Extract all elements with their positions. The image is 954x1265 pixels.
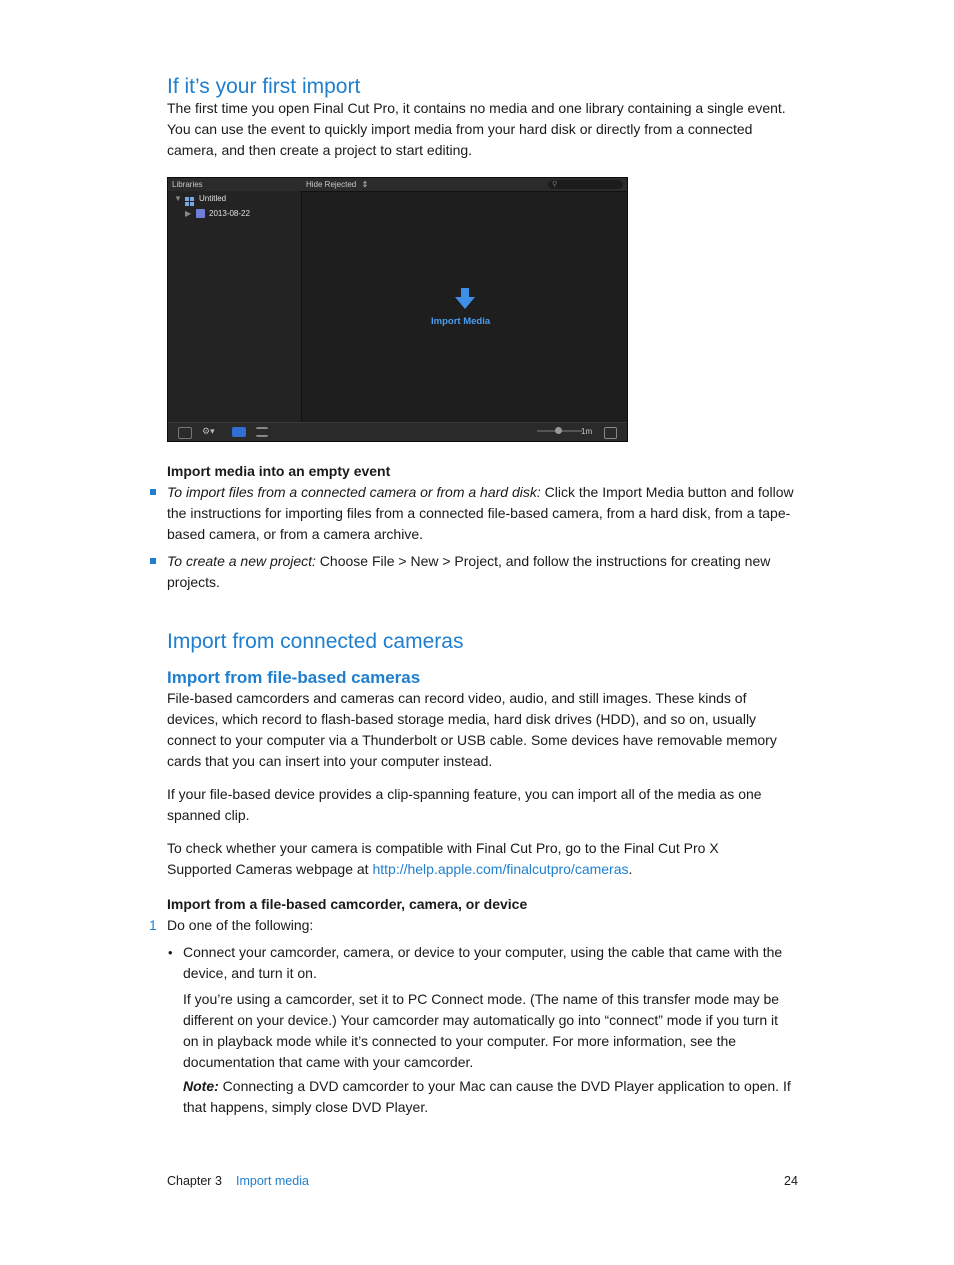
subsection-title: Import from file-based cameras bbox=[167, 668, 421, 687]
bullet-lead: To import files from a connected camera or from a hard disk: bbox=[167, 484, 541, 500]
bullet-square-icon bbox=[150, 558, 156, 564]
gear-icon[interactable]: ⚙▾ bbox=[202, 426, 215, 436]
sub-bullet: Connect your camcorder, camera, or device to your computer, using the cable that came with the device, and turn it on. bbox=[183, 944, 783, 981]
task-heading: Import from a file-based camcorder, camera, or device bbox=[167, 896, 528, 912]
clip-appearance-icon[interactable] bbox=[604, 427, 617, 439]
sub-paragraph: If you’re using a camcorder, set it to PC Connect mode. (The name of this transfer mode may be different on your device.) Your camcorder may automatically go into “connect” mode if you turn it on in playback mode while it’s connected to your computer. For more information, see the documentation that came with your camcorder. bbox=[183, 991, 780, 1070]
duration-label: 1m bbox=[581, 427, 593, 436]
libraries-sidebar bbox=[168, 191, 302, 423]
event-icon bbox=[196, 209, 205, 218]
bullet-square-icon bbox=[150, 489, 156, 495]
library-name[interactable]: Untitled bbox=[199, 194, 227, 203]
bullet-lead: To create a new project: bbox=[167, 553, 316, 569]
list-view-icon[interactable] bbox=[256, 427, 268, 437]
filmstrip-view-icon[interactable] bbox=[232, 427, 246, 437]
bullet-item bbox=[167, 551, 797, 593]
paragraph bbox=[167, 838, 767, 880]
disclosure-open-icon[interactable]: ▼ bbox=[174, 194, 182, 203]
note-label: Note: bbox=[183, 1078, 219, 1094]
hide-rejected-menu[interactable] bbox=[306, 180, 368, 190]
import-arrow-icon[interactable] bbox=[455, 287, 475, 311]
fcp-screenshot bbox=[167, 177, 628, 442]
hide-rejected-label: Hide Rejected bbox=[306, 180, 357, 189]
search-field[interactable] bbox=[548, 180, 623, 189]
bullet-body: Choose File > New > Project, and follow the instructions for creating new projects. bbox=[167, 553, 771, 590]
section-title: If it’s your first import bbox=[167, 75, 361, 98]
browser-toolbar bbox=[168, 178, 627, 192]
paragraph-text: To check whether your camera is compatible with Final Cut Pro, go to the Final Cut Pro X Supported Cameras webpage at bbox=[167, 840, 719, 877]
paragraph: If your file-based device provides a clip-spanning feature, you can import all of the media as one spanned clip. bbox=[167, 786, 762, 823]
browser-area bbox=[302, 191, 627, 423]
task-heading: Import media into an empty event bbox=[167, 463, 391, 479]
event-name[interactable]: 2013-08-22 bbox=[209, 209, 250, 218]
bullet-body: Click the Import Media button and follow the instructions for importing files from a connected file-based camera, from a hard disk, from a tape-based camera, or from a camera archive. bbox=[167, 484, 794, 542]
footer-chapter: Chapter 3 bbox=[167, 1174, 222, 1188]
bullet-dot: • bbox=[168, 945, 173, 960]
note bbox=[183, 1076, 797, 1118]
import-media-button[interactable]: Import Media bbox=[431, 316, 491, 327]
paragraph-text: . bbox=[628, 861, 633, 877]
note-text: Connecting a DVD camcorder to your Mac can cause the DVD Player application to open. If that happens, simply close DVD Player. bbox=[183, 1078, 791, 1115]
libraries-label: Libraries bbox=[172, 180, 203, 189]
zoom-slider-handle[interactable] bbox=[555, 427, 562, 434]
browser-bottom-bar bbox=[168, 422, 627, 441]
page-number: 24 bbox=[784, 1174, 798, 1188]
step-text: Do one of the following: bbox=[167, 917, 314, 933]
disclosure-closed-icon[interactable]: ▶ bbox=[185, 209, 192, 218]
cameras-link[interactable]: http://help.apple.com/finalcutpro/cameras bbox=[372, 861, 629, 877]
bullet-item bbox=[167, 482, 797, 545]
search-icon: ⚲ bbox=[552, 181, 558, 188]
library-icon bbox=[185, 194, 195, 204]
sidebar-toggle-icon[interactable] bbox=[178, 427, 192, 439]
paragraph: File-based camcorders and cameras can record video, audio, and still images. These kinds of devices, which record to flash-based storage media, hard disk drives (HDD), and so on, usually connect to your computer via a Thunderbolt or USB cable. Some devices have removable memory cards that you can insert into your computer instead. bbox=[167, 690, 777, 769]
intro-paragraph: The first time you open Final Cut Pro, it contains no media and one library containing a single event. You can use the event to quickly import media from your hard disk or directly from a connected camera, and then create a project to start editing. bbox=[167, 100, 786, 158]
footer-chapter-title[interactable]: Import media bbox=[236, 1174, 309, 1188]
step-number: 1 bbox=[149, 917, 157, 933]
updown-arrow-icon: ⇕ bbox=[361, 180, 369, 189]
section-title: Import from connected cameras bbox=[167, 630, 464, 653]
